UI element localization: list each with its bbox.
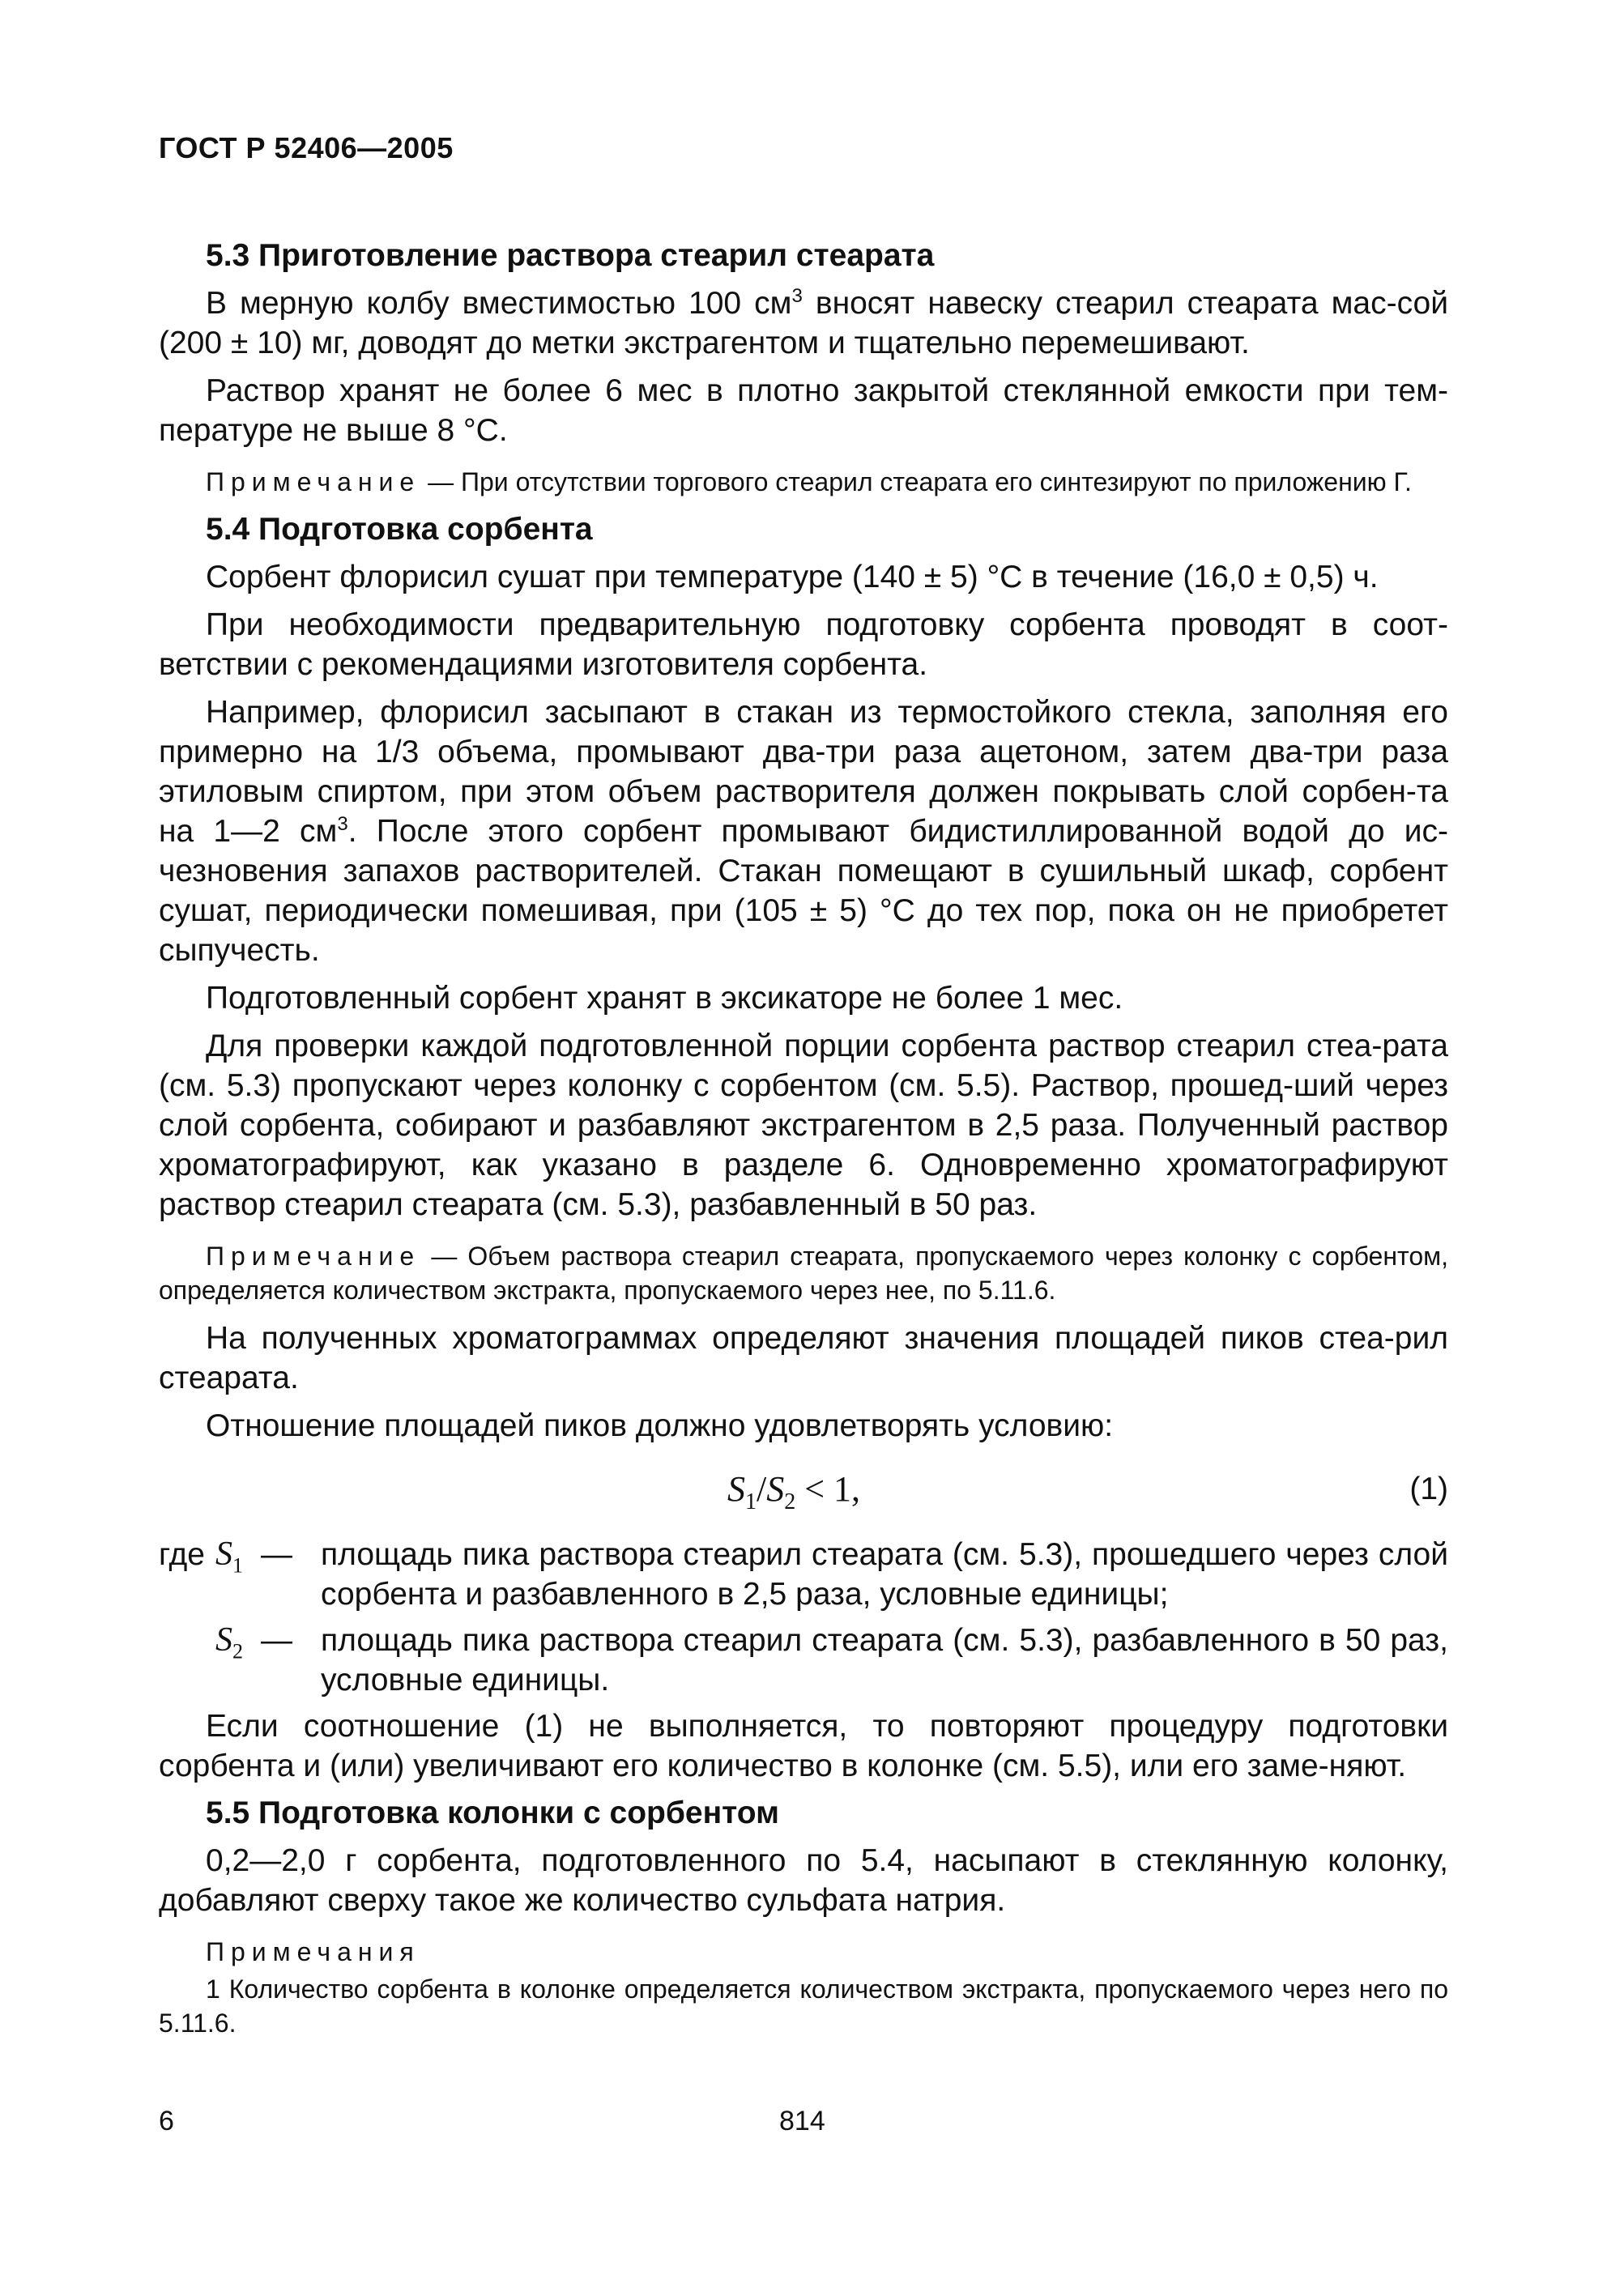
paragraph: Раствор хранят не более 6 мес в плотно закрытой стеклянной емкости при тем-пературе не выше 8 °С. <box>159 373 1448 448</box>
standard-id: ГОСТ Р 52406—2005 <box>159 131 454 164</box>
section-heading-5-5: 5.5 Подготовка колонки с сорбентом <box>206 1795 779 1830</box>
sheet-number: 814 <box>779 2106 825 2136</box>
paragraph: Сорбент флорисил сушат при температуре (140 ± 5) °С в течение (16,0 ± 0,5) ч. <box>206 560 1379 594</box>
definition-s1 <box>159 1535 1448 1614</box>
paragraph: 0,2—2,0 г сорбента, подготовленного по 5.4, насыпают в стеклянную колонку, добавляют сверху такое же количество сульфата натрия. <box>159 1843 1448 1918</box>
dash: — <box>261 1623 292 1658</box>
paragraph: При необходимости предварительную подготовку сорбента проводят в соот-ветствии с рекомендациями изготовителя сорбента. <box>159 607 1448 682</box>
dash: — <box>261 1537 292 1572</box>
paragraph: Отношение площадей пиков должно удовлетворять условию: <box>206 1408 1114 1443</box>
notes-title: Примечания <box>206 1937 420 1966</box>
symbol-s1: $S_1$ <box>215 1536 243 1578</box>
paragraph: Если соотношение (1) не выполняется, то повторяют процедуру подготовки сорбента и (или) увеличивают его количество в колонке (см. 5.5), или его заме-няют. <box>159 1709 1448 1783</box>
where-label: где <box>159 1537 205 1572</box>
formula-1 <box>159 1468 1448 1525</box>
formula-expression: $S_1/S_2 < 1$, <box>727 1469 861 1514</box>
page-content <box>159 236 1448 2040</box>
paragraph: Подготовленный сорбент хранят в эксикаторе не более 1 мес. <box>206 981 1123 1016</box>
formula-number: (1) <box>1409 1472 1448 1506</box>
note-item: 1 Количество сорбента в колонке определяется количеством экстракта, пропускаемого через него по 5.11.6. <box>159 1974 1448 2038</box>
symbol-s2: $S_2$ <box>215 1621 243 1663</box>
note-label: Примечание <box>206 1242 421 1271</box>
paragraph: Для проверки каждой подготовленной порции сорбента раствор стеарил стеа-рата (см. 5.3) пропускают через колонку с сорбентом (см. 5.5). Раствор, прошед-ший через слой сорбента, собирают и разбавляют экстрагентом в 2,5 раза. Полученный раствор хроматографируют, как указано в разделе 6. Одновременно хроматографируют раствор стеарил стеарата (см. 5.3), разбавленный в 50 раз. <box>159 1029 1448 1222</box>
page-number: 6 <box>159 2106 174 2136</box>
section-heading-5-4: 5.4 Подготовка сорбента <box>206 512 593 547</box>
definition-text: площадь пика раствора стеарил стеарата (см. 5.3), прошедшего через слой сорбента и разбавленного в 2,5 раза, условные единицы; <box>321 1537 1448 1612</box>
section-heading-5-3: 5.3 Приготовление раствора стеарил стеарата <box>206 238 935 273</box>
note-label: Примечание <box>206 467 421 496</box>
definition-text: площадь пика раствора стеарил стеарата (см. 5.3), разбавленного в 50 раз, условные единицы. <box>321 1623 1448 1698</box>
note: Примечание — При отсутствии торгового стеарил стеарата его синтезируют по приложению Г. <box>206 467 1412 496</box>
paragraph: Например, флорисил засыпают в стакан из термостойкого стекла, заполняя его примерно на 1/3 объема, промывают два-три раза ацетоном, затем два-три раза этиловым спиртом, при этом объем растворителя должен покрывать слой сорбен-та на 1—2 $см^3$. После этого сорбент промывают бидистиллированной водой до ис-чезновения запахов растворителей. Стакан помещают в сушильный шкаф, сорбент сушат, периодически помешивая, при (105 ± 5) °С до тех пор, пока он не приобретет сыпучесть. <box>159 695 1449 968</box>
paragraph: В мерную колбу вместимостью 100 $см^3$ вносят навеску стеарил стеарата мас-сой (200 ± 10) мг, доводят до метки экстрагентом и тщательно перемешивают. <box>159 285 1448 360</box>
definition-s2 <box>159 1621 1448 1700</box>
note: Примечание — Объем раствора стеарил стеарата, пропускаемого через колонку с сорбентом, определяется количеством экстракта, пропускаемого через нее, по 5.11.6. <box>159 1242 1448 1305</box>
paragraph: На полученных хроматограммах определяют значения площадей пиков стеа-рил стеарата. <box>159 1321 1448 1395</box>
